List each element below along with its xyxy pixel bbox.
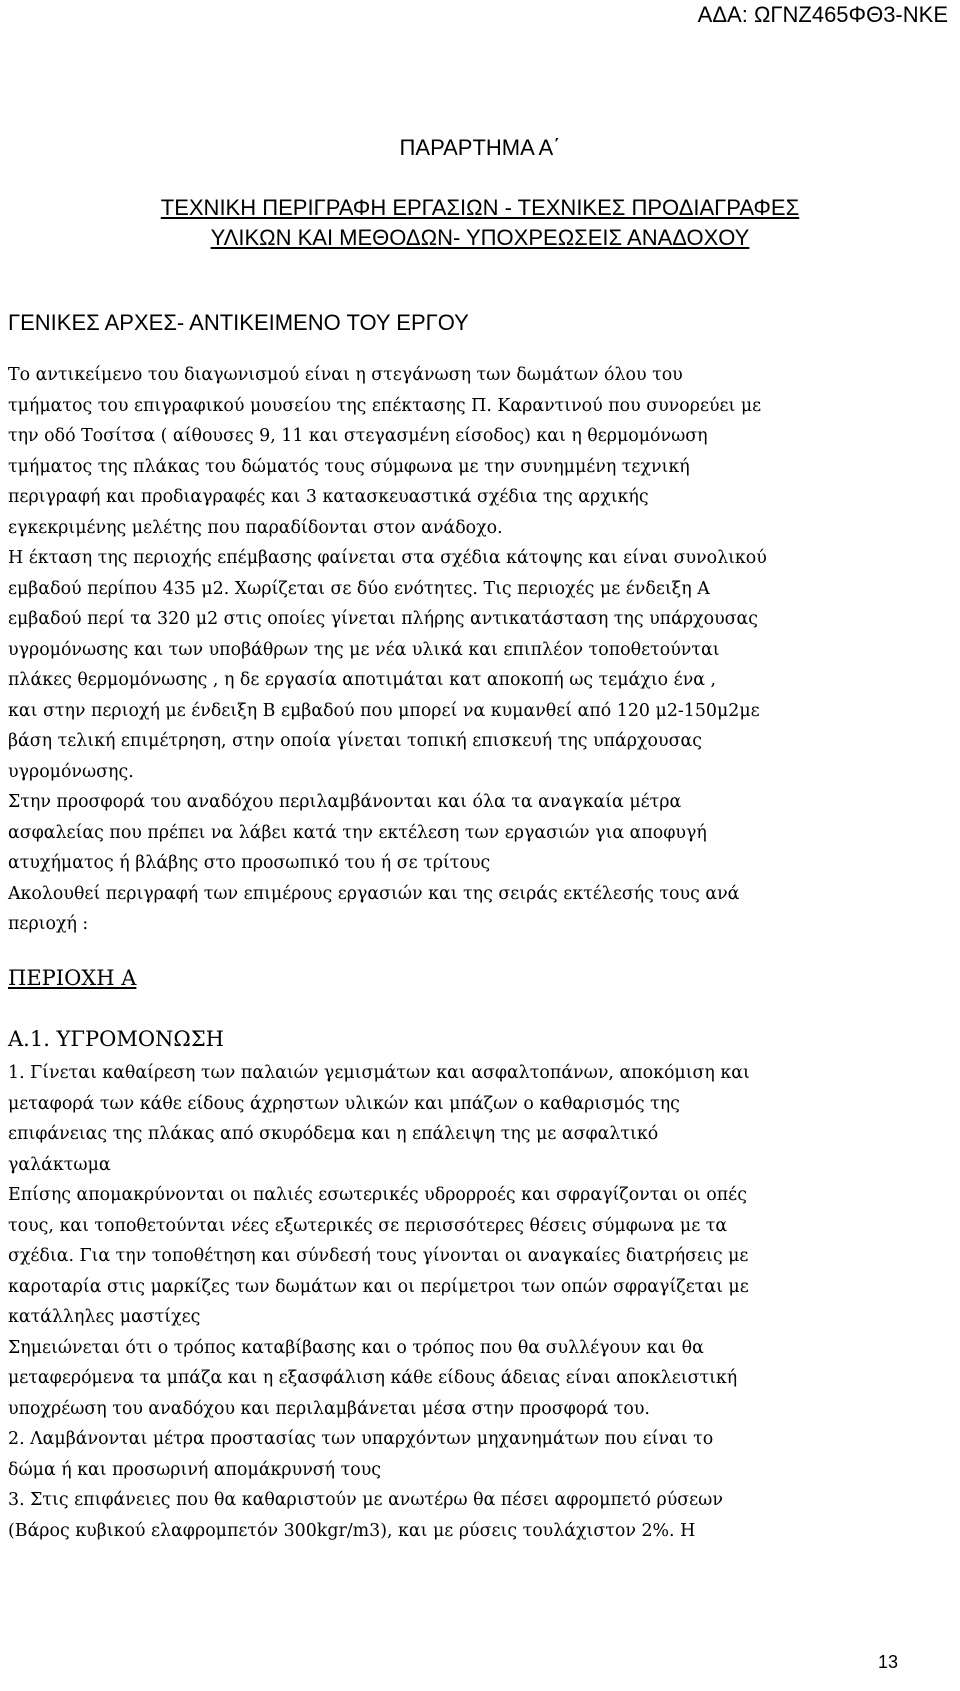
- text-line: υγρομόνωσης.: [8, 761, 134, 782]
- text-line: Η έκταση της περιοχής επέμβασης φαίνεται στα σχέδια κάτοψης και είναι συνολικού: [8, 548, 767, 568]
- text-line: ατυχήματος ή βλάβης στο προσωπικό του ή σε τρίτους: [8, 853, 491, 873]
- ada-code: ΑΔΑ: ΩΓΝΖ465ΦΘ3-ΝΚΕ: [697, 2, 948, 27]
- text-line: (Βάρος κυβικού ελαφρομπετόν 300kgr/m3), και με ρύσεις τουλάχιστον 2%. Η: [8, 1520, 696, 1541]
- text-line: μεταφερόμενα τα μπάζα και η εξασφάλιση κάθε είδους άδειας είναι αποκλειστική: [8, 1368, 738, 1388]
- text-line: Ακολουθεί περιγραφή των επιμέρους εργασιών και της σειράς εκτέλεσής τους ανά: [8, 883, 740, 904]
- text-line: τμήματος του επιγραφικού μουσείου της επέκτασης Π. Καραντινού που συνορεύει με: [8, 395, 762, 416]
- document-title-line-1: ΤΕΧΝΙΚΗ ΠΕΡΙΓΡΑΦΗ ΕΡΓΑΣΙΩΝ - ΤΕΧΝΙΚΕΣ ΠΡΟΔΙΑΓΡΑΦΕΣ: [160, 195, 800, 220]
- waterproofing-paragraph: [8, 1058, 874, 1546]
- text-line: πλάκες θερμομόνωσης , η δε εργασία αποτιμάται κατ αποκοπή ως τεμάχιο ένα ,: [8, 670, 717, 690]
- text-line: την οδό Τοσίτσα ( αίθουσες 9, 11 και στεγασμένη είσοδος) και η θερμομόνωση: [8, 426, 708, 446]
- text-line: Επίσης απομακρύνονται οι παλιές εσωτερικές υδρορροές και σφραγίζονται οι οπές: [8, 1185, 747, 1205]
- text-line: τους, και τοποθετούνται νέες εξωτερικές σε περισσότερες θέσεις σύμφωνα με τα: [8, 1215, 728, 1236]
- text-line: μεταφορά των κάθε είδους άχρηστων υλικών και μπάζων ο καθαρισμός της: [8, 1093, 680, 1114]
- section-heading-area-a: ΠΕΡΙΟΧΗ Α: [8, 966, 137, 990]
- text-line: Σημειώνεται ότι ο τρόπος καταβίβασης και ο τρόπος που θα συλλέγουν και θα: [8, 1337, 704, 1358]
- document-title-line-2: ΥΛΙΚΩΝ ΚΑΙ ΜΕΘΟΔΩΝ- ΥΠΟΧΡΕΩΣΕΙΣ ΑΝΑΔΟΧΟΥ: [210, 225, 750, 250]
- text-line: καροταρία στις μαρκίζες των δωμάτων και οι περίμετροι των οπών σφραγίζεται με: [8, 1276, 749, 1297]
- text-line: σχέδια. Για την τοποθέτηση και σύνδεσή τους γίνονται οι αναγκαίες διατρήσεις με: [8, 1246, 749, 1266]
- text-line: βάση τελική επιμέτρηση, στην οποία γίνεται τοπική επισκευή της υπάρχουσας: [8, 731, 702, 751]
- text-line: τμήματος της πλάκας του δώματός τους σύμφωνα με την συνημμένη τεχνική: [8, 456, 690, 477]
- text-line: περιγραφή και προδιαγραφές και 3 κατασκευαστικά σχέδια της αρχικής: [8, 487, 649, 507]
- text-line: 1. Γίνεται καθαίρεση των παλαιών γεμισμάτων και ασφαλτοπάνων, αποκόμιση και: [8, 1063, 750, 1083]
- text-line: Το αντικείμενο του διαγωνισμού είναι η στεγάνωση των δωμάτων όλου του: [8, 365, 683, 385]
- text-line: 3. Στις επιφάνειες που θα καθαριστούν με ανωτέρω θα πέσει αφρομπετό ρύσεων: [8, 1490, 723, 1510]
- text-line: υγρομόνωσης και των υποβάθρων της με νέα υλικά και επιπλέον τοποθετούνται: [8, 639, 720, 660]
- text-line: δώμα ή και προσωρινή απομάκρυνσή τους: [8, 1459, 382, 1480]
- text-line: υποχρέωση του αναδόχου και περιλαμβάνεται μέσα στην προσφορά του.: [8, 1398, 650, 1419]
- page-number: 13: [877, 1652, 898, 1672]
- text-line: εγκεκριμένης μελέτης που παραδίδονται στον ανάδοχο.: [8, 517, 503, 538]
- intro-paragraph: [8, 360, 874, 940]
- text-line: εμβαδού περί τα 320 μ2 στις οποίες γίνεται πλήρης αντικατάσταση της υπάρχουσας: [8, 609, 758, 629]
- document-title: [0, 193, 960, 253]
- text-line: και στην περιοχή με ένδειξη Β εμβαδού που μπορεί να κυμανθεί από 120 μ2-150μ2με: [8, 700, 760, 721]
- text-line: επιφάνειας της πλάκας από σκυρόδεμα και η επάλειψη της με ασφαλτικό: [8, 1124, 659, 1144]
- text-line: εμβαδού περίπου 435 μ2. Χωρίζεται σε δύο ενότητες. Τις περιοχές με ένδειξη Α: [8, 578, 710, 599]
- subsection-heading-waterproofing: Α.1. ΥΓΡΟΜΟΝΩΣΗ: [8, 1027, 224, 1051]
- general-heading: ΓΕΝΙΚΕΣ ΑΡΧΕΣ- ΑΝΤΙΚΕΙΜΕΝΟ ΤΟΥ ΕΡΓΟΥ: [8, 310, 469, 335]
- text-line: Στην προσφορά του αναδόχου περιλαμβάνονται και όλα τα αναγκαία μέτρα: [8, 792, 682, 812]
- text-line: γαλάκτωμα: [8, 1154, 111, 1175]
- annex-title: ΠΑΡΑΡΤΗΜΑ Α΄: [399, 135, 561, 160]
- text-line: 2. Λαμβάνονται μέτρα προστασίας των υπαρχόντων μηχανημάτων που είναι το: [8, 1429, 714, 1449]
- text-line: κατάλληλες μαστίχες: [8, 1307, 201, 1327]
- text-line: περιοχή :: [8, 914, 89, 934]
- text-line: ασφαλείας που πρέπει να λάβει κατά την εκτέλεση των εργασιών για αποφυγή: [8, 822, 707, 843]
